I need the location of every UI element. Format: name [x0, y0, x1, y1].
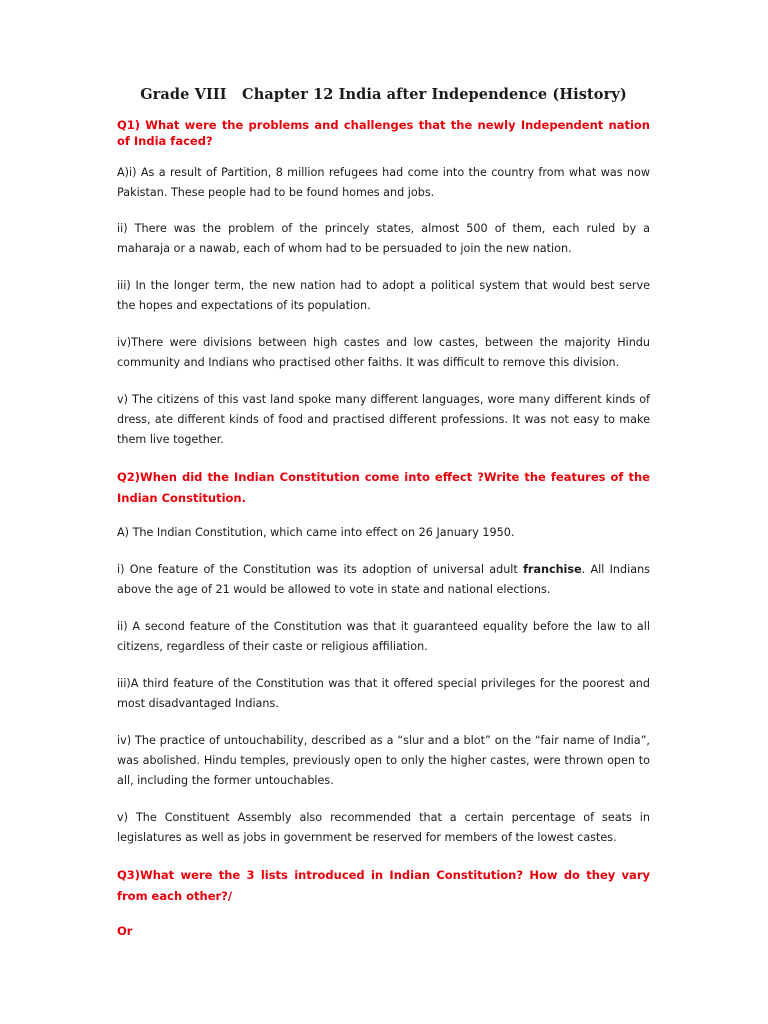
- answer-2-a: A) The Indian Constitution, which came into effect on 26 January 1950.: [117, 526, 515, 539]
- or-label: Or: [117, 924, 133, 938]
- answer-1-iii: iii) In the longer term, the new nation had to adopt a political system that would best serve the hopes and expectations of its population.: [117, 279, 650, 312]
- answer-1-v: v) The citizens of this vast land spoke many different languages, wore many different kinds of dress, ate different kinds of food and practised different professions. It was not easy to make them live together.: [117, 393, 650, 446]
- answer-1-ii: ii) There was the problem of the princely states, almost 500 of them, each ruled by a maharaja or a nawab, each of whom had to be persuaded to join the new nation.: [117, 222, 650, 255]
- feature-1-text-start: i) One feature of the Constitution was its adoption of universal adult: [117, 563, 524, 576]
- question-3: Q3)What were the 3 lists introduced in Indian Constitution? How do they vary from each other?/: [117, 868, 650, 903]
- answer-2-iii: iii)A third feature of the Constitution was that it offered special privileges for the poorest and most disadvantaged Indians.: [117, 677, 650, 710]
- answer-1-iv: iv)There were divisions between high castes and low castes, between the majority Hindu community and Indians who practised other faiths. It was difficult to remove this division.: [117, 336, 650, 369]
- page-title: Grade VIII Chapter 12 India after Independence (History): [140, 86, 627, 103]
- franchise-term: franchise: [523, 563, 582, 576]
- answer-2-v: v) The Constituent Assembly also recommended that a certain percentage of seats in legislatures as well as jobs in government be reserved for members of the lowest castes.: [117, 811, 650, 844]
- answer-1-a: A)i) As a result of Partition, 8 million refugees had come into the country from what was now Pakistan. These people had to be found homes and jobs.: [117, 166, 650, 199]
- question-2: Q2)When did the Indian Constitution come into effect ?Write the features of the Indian Constitution.: [117, 470, 650, 505]
- answer-2-iv: iv) The practice of untouchability, described as a “slur and a blot” on the “fair name of India”, was abolished. Hindu temples, previously open to only the higher castes, were thrown open to all, including the former untouchables.: [117, 734, 650, 787]
- answer-2-ii: ii) A second feature of the Constitution was that it guaranteed equality before the law to all citizens, regardless of their caste or religious affiliation.: [117, 620, 650, 653]
- feature-1-text-end: . All Indians above the age of 21 would be allowed to vote in state and national elections.: [117, 563, 650, 596]
- question-1: Q1) What were the problems and challenges that the newly Independent nation of India faced?: [117, 118, 650, 148]
- answer-2-i: [117, 560, 650, 600]
- document-page: [117, 86, 650, 956]
